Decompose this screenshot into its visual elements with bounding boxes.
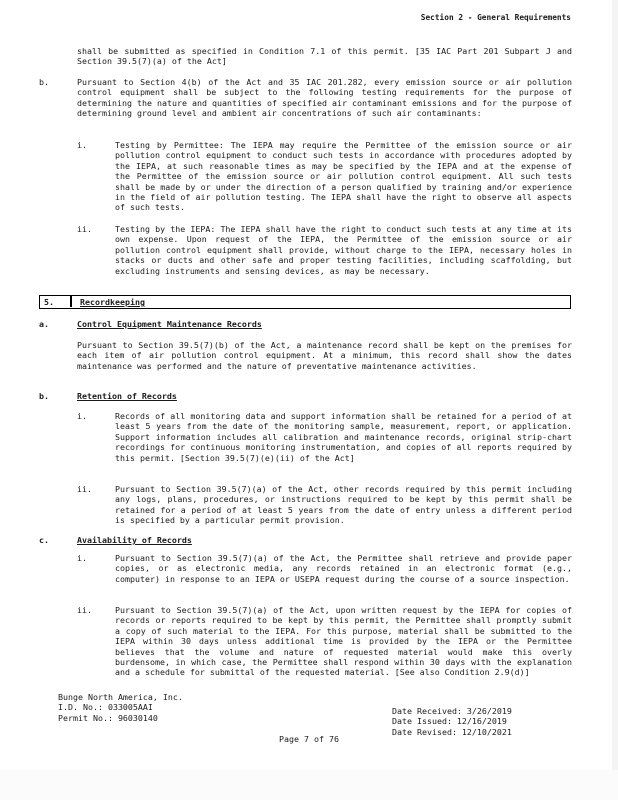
- availability-marker: c.: [39, 535, 49, 545]
- section-title: Recordkeeping: [80, 297, 145, 307]
- item-b-marker: b.: [39, 77, 49, 87]
- retention-heading: Retention of Records: [77, 391, 177, 401]
- retention-sub-i-marker: i.: [77, 411, 87, 421]
- availability-sub-i-text: Pursuant to Section 39.5(7)(a) of the Act, the Permittee shall retrieve and provide paper copies, or as electronic media, any records retained in an electronic format (e.g., computer) in response to an IEPA or USEPA request during the course of a source inspection.: [115, 553, 572, 584]
- item-a-marker: a.: [39, 319, 49, 329]
- item-b-text: Pursuant to Section 4(b) of the Act and 35 IAC 201.282, every emission source or air pollution control equipment shall be subject to the following testing requirements for the purpose of determining the nature and quantities of specified air contaminant emissions and for the purpose of determining ground level and ambient air concentrations of such air contaminants:: [77, 77, 572, 119]
- control-equipment-heading: Control Equipment Maintenance Records: [77, 319, 262, 329]
- footer-date-revised: Date Revised: 12/10/2021: [392, 726, 512, 737]
- footer-facility-block: [58, 692, 183, 723]
- section-5-heading-box: [39, 295, 571, 309]
- intro-continuation: shall be submitted as specified in Condition 7.1 of this permit. [35 IAC Part 201 Subpart J and Section 39.5(7)(a) of the Act]: [77, 46, 572, 67]
- scan-edge-shadow: [612, 0, 618, 800]
- footer-id-number: I.D. No.: 033005AAI: [58, 702, 153, 713]
- footer-permit-number: Permit No.: 96030140: [58, 712, 158, 723]
- availability-sub-ii-text: Pursuant to Section 39.5(7)(a) of the Act, upon written request by the IEPA for copies of records or reports required to be kept by this permit, the Permittee shall promptly submit a copy of such material to the IEPA. For this purpose, material shall be submitted to the IEPA within 30 days unless additional time is provided by the IEPA or the Permittee believes that the volume and nature of requested material would make this overly burdensome, in which case, the Permittee shall respond within 30 days with the explanation and a schedule for submittal of the requested material. [See also Condition 2.9(d)]: [115, 605, 572, 678]
- control-equipment-text: Pursuant to Section 39.5(7)(b) of the Act, a maintenance record shall be kept on the premises for each item of air pollution control equipment. At a minimum, this record shall show the dates maintenance was performed and the nature of preventative maintenance activities.: [77, 340, 572, 371]
- footer-date-received: Date Received: 3/26/2019: [392, 706, 512, 716]
- testing-sub-i-marker: i.: [77, 140, 87, 150]
- availability-sub-ii-marker: ii.: [77, 605, 92, 615]
- retention-marker: b.: [39, 391, 49, 401]
- retention-sub-ii-text: Pursuant to Section 39.5(7)(a) of the Act, other records required by this permit including any logs, plans, procedures, or instructions required to be kept by this permit shall be retained for a period of at least 5 years from the date of entry unless a different period is specified by a particular permit provision.: [115, 484, 572, 526]
- page-number: Page 7 of 76: [279, 734, 339, 744]
- availability-sub-i-marker: i.: [77, 553, 87, 563]
- testing-by-permittee-text: Testing by Permittee: The IEPA may require the Permittee of the emission source or air pollution control equipment to conduct such tests in accordance with procedures adopted by the IEPA, at such reasonable times as may be specified by the IEPA and at the expense of the Permittee of the emission source or air pollution control equipment. All such tests shall be made by or under the direction of a person qualified by training and/or experience in the field of air pollution testing. The IEPA shall have the right to observe all aspects of such tests.: [115, 140, 572, 213]
- section-number: 5.: [44, 297, 54, 307]
- scan-bottom-margin: [0, 770, 618, 800]
- availability-heading: Availability of Records: [77, 535, 192, 545]
- footer-date-issued: Date Issued: 12/16/2019: [392, 716, 507, 727]
- retention-sub-i-text: Records of all monitoring data and support information shall be retained for a period of at least 5 years from the date of the monitoring sample, measurement, report, or application. Support information includes all calibration and maintenance records, original strip-chart recordings for continuous monitoring instrumentation, and copies of all reports required by this permit. [Section 39.5(7)(e)(ii) of the Act]: [115, 411, 572, 463]
- section-box-divider: [70, 296, 72, 307]
- retention-sub-ii-marker: ii.: [77, 484, 92, 494]
- testing-sub-ii-marker: ii.: [77, 224, 92, 234]
- running-header: Section 2 - General Requirements: [420, 13, 571, 22]
- footer-company: Bunge North America, Inc.: [58, 692, 183, 702]
- testing-by-iepa-text: Testing by the IEPA: The IEPA shall have the right to conduct such tests at any time at its own expense. Upon request of the IEPA, the Permittee of the emission source or air pollution control equipment shall provide, without charge to the IEPA, necessary holes in stacks or ducts and other safe and proper testing facilities, including scaffolding, but excluding instruments and sensing devices, as may be necessary.: [115, 224, 572, 276]
- footer-dates-block: [392, 706, 512, 737]
